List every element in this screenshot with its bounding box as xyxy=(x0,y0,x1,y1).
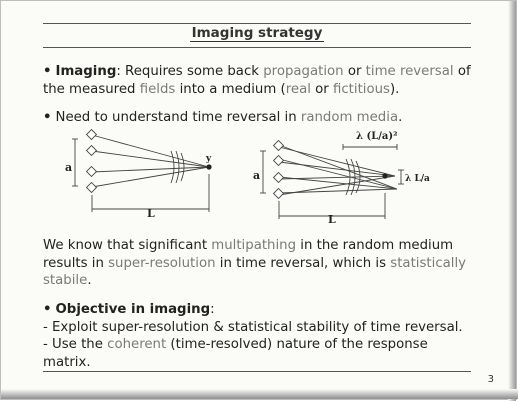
page-title: Imaging strategy xyxy=(191,25,323,41)
paragraph-highlight-multipathing: multipathing xyxy=(211,238,297,253)
right-distance-label: L xyxy=(328,213,336,226)
imaging-colon: : xyxy=(116,64,121,79)
imaging-highlight-propagation: propagation xyxy=(263,64,344,79)
paragraph-multipathing xyxy=(43,237,473,290)
objective-line-2-text-2: (time-resolved) nature of the response matrix. xyxy=(43,337,428,370)
imaging-highlight-fields: fields xyxy=(139,81,176,97)
bullet-dot: • xyxy=(43,110,52,125)
paragraph-text-4: . xyxy=(87,273,92,288)
page-number: 3 xyxy=(487,374,494,385)
objective-heading xyxy=(43,301,473,319)
imaging-text-6: ). xyxy=(389,81,400,97)
left-distance-label: L xyxy=(147,207,155,220)
title-rule xyxy=(43,47,471,48)
imaging-highlight-real: real xyxy=(285,81,311,97)
diagram-right-random xyxy=(260,144,404,219)
objective-colon: : xyxy=(210,302,215,317)
bullet-dot: • xyxy=(43,302,52,317)
top-rule xyxy=(43,23,471,24)
left-array-diamonds xyxy=(87,130,97,193)
imaging-text-1: Requires some back xyxy=(120,64,264,79)
right-source-point xyxy=(382,173,387,178)
bullet-imaging xyxy=(43,63,473,98)
paragraph-text-2: in the random medium results in xyxy=(43,238,454,271)
objective-line-2-text-1: - Use the xyxy=(43,337,108,352)
right-array-diamonds xyxy=(274,141,284,199)
left-aperture-label: a xyxy=(65,161,73,174)
resolution-label: λ L/a xyxy=(405,174,430,184)
time-reversal-diagram xyxy=(63,129,430,226)
paragraph-text-3: in time reversal, which is xyxy=(215,255,391,271)
left-source-point xyxy=(206,164,211,169)
random-media-text-2: . xyxy=(398,110,403,125)
objective-line-1 xyxy=(43,319,473,337)
imaging-highlight-fictitious: fictitious xyxy=(332,81,390,97)
imaging-text-4: into a medium ( xyxy=(175,81,286,97)
imaging-text-3: of the measured xyxy=(43,64,471,97)
left-source-label: y xyxy=(206,154,212,164)
spot-size-label: λ (L/a)² xyxy=(356,131,398,142)
imaging-text-2: or xyxy=(343,64,366,79)
objective-line-2 xyxy=(43,336,473,371)
paragraph-highlight-super-resolution: super-resolution xyxy=(108,255,216,271)
paragraph-text-1: We know that significant xyxy=(43,238,212,253)
right-aperture-label: a xyxy=(253,169,261,182)
bullet-random-media xyxy=(43,109,473,127)
bullet-dot: • xyxy=(43,64,52,79)
imaging-label: Imaging xyxy=(55,64,117,79)
objective-highlight-coherent: coherent xyxy=(107,337,167,352)
paragraph-highlight-statistically-stabile: statistically stabile xyxy=(43,255,467,288)
page-shadow-right xyxy=(508,1,516,401)
objective-label: Objective in imaging xyxy=(55,302,211,317)
imaging-text-5: or xyxy=(310,81,333,97)
objective-line-1-text: - Exploit super-resolution & statistical stability of time reversal. xyxy=(43,320,463,335)
random-media-highlight: random media xyxy=(300,110,399,125)
imaging-highlight-time-reversal: time reversal xyxy=(365,64,454,79)
bottom-rule xyxy=(43,371,471,372)
page-shadow-bottom xyxy=(1,389,518,399)
random-media-text-1: Need to understand time reversal in xyxy=(55,110,301,125)
